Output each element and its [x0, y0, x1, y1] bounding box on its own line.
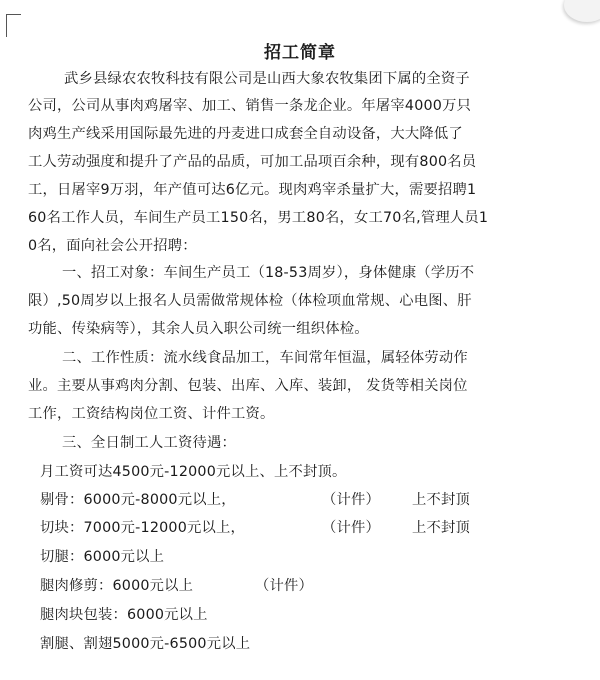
wage-item-extra: 上不封顶: [412, 520, 470, 536]
wage-item-label: 腿肉块包装：6000元以上: [40, 607, 208, 623]
wage-item-label: 切块：7000元-12000元以上，: [40, 520, 245, 536]
wage-summary: 月工资可达4500元-12000元以上、上不封顶。: [40, 464, 347, 480]
section-1-line: 一、招工对象：车间生产员工（18-53周岁），身体健康（学历不: [62, 265, 475, 281]
wage-item-label: 割腿、割翅5000元-6500元以上: [40, 636, 251, 652]
intro-line: 公司，公司从事肉鸡屠宰、加工、销售一条龙企业。年屠宰4000万只: [28, 98, 472, 114]
intro-line: 工，日屠宰9万羽，年产值可达6亿元。现肉鸡宰杀量扩大，需要招聘1: [28, 182, 477, 198]
section-1-line: 功能、传染病等），其余人员入职公司统一组织体检。: [28, 321, 369, 337]
wage-item-label: 腿肉修剪：6000元以上: [40, 578, 194, 594]
section-2-line: 业。主要从事鸡肉分割、包装、出库、入库、装卸， 发货等相关岗位: [28, 378, 468, 394]
wage-item-note: （计件）: [322, 492, 380, 508]
intro-line: 0名，面向社会公开招聘：: [28, 238, 197, 254]
intro-line: 60名工作人员，车间生产员工150名，男工80名，女工70名,管理人员1: [28, 210, 489, 226]
intro-line: 工人劳动强度和提升了产品的品质，可加工品项百余种，现有800名员: [28, 154, 477, 170]
intro-line: 肉鸡生产线采用国际最先进的丹麦进口成套全自动设备，大大降低了: [28, 126, 463, 142]
document-title: 招工简章: [264, 43, 336, 63]
wage-item-extra: 上不封顶: [412, 492, 470, 508]
section-3-heading: 三、全日制工人工资待遇：: [62, 435, 236, 451]
section-1-line: 限）,50周岁以上报名人员需做常规体检（体检项血常规、心电图、肝: [28, 293, 472, 309]
section-2-line: 二、工作性质：流水线食品加工，车间常年恒温，属轻体劳动作: [62, 350, 468, 366]
wage-item-label: 切腿：6000元以上: [40, 549, 165, 565]
intro-line: 武乡县绿农农牧科技有限公司是山西大象农牧集团下属的全资子: [64, 71, 470, 87]
section-2-line: 工作，工资结构岗位工资、计件工资。: [28, 406, 275, 422]
wage-item-note: （计件）: [255, 578, 313, 594]
wage-item-note: （计件）: [322, 520, 380, 536]
wage-item-label: 剔骨：6000元-8000元以上，: [40, 492, 236, 508]
